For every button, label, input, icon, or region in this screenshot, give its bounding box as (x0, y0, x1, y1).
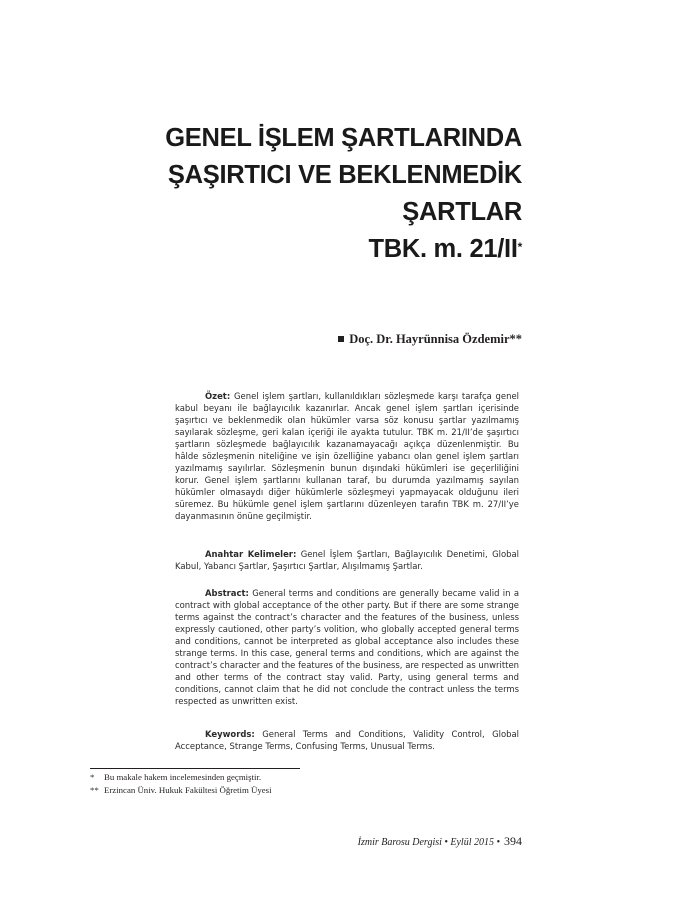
english-keywords (175, 729, 519, 753)
author-footnote-mark: ** (509, 332, 522, 346)
abstract-text: General terms and conditions are generally became valid in a contract with global acceptance of the other party. But if there are some strange terms against the contract’s character and the features of the business, unless expressly cautioned, other party’s volition, who globally accepted general terms and conditions, cannot be interpreted as global acceptance also includes these strange terms. In this case, general terms and conditions, which are against the contract’s character and the features of the business, are respected as unwritten and other terms of the contract stay valid. Party, using general terms and conditions, cannot claim that he did not conclude the contract unless the terms respected as unwritten exist. (175, 588, 519, 706)
keywords-label: Keywords: (205, 729, 255, 739)
title-law-reference: TBK. m. 21/II (368, 235, 518, 263)
footnote-text: Erzincan Üniv. Hukuk Fakültesi Öğretim Üyesi (104, 784, 272, 795)
english-abstract (175, 588, 519, 708)
abstract-label: Abstract: (205, 588, 249, 598)
footnote (90, 771, 272, 784)
page-footer (358, 834, 522, 849)
ozet-label: Özet: (205, 391, 231, 401)
square-bullet-icon (338, 336, 344, 342)
footnotes (90, 771, 272, 796)
title-line-4 (165, 231, 522, 268)
turkish-abstract (175, 391, 519, 522)
ozet-text: Genel işlem şartları, kullanıldıkları sözleşmede karşı tarafça genel kabul beyanı ile bağlayıcılık kazanırlar. Ancak genel işlem şartları içerisinde şaşırtıcı ve beklenmedik olan hükümler varsa söz konusu şartlar yazılmamış sayılarak sözleşme, geri kalan içeriği ile ayakta tutulur. TBK m. 21/II’de şaşırtıcı şartların sözleşmede bağlayıcılık kazanamayacağı açıkça düzenlenmiştir. Bu hâlde sözleşmenin niteliğine ve işin özelliğine yabancı olan genel işlem şartları yazılmamış sayılırlar. Sözleşmenin bunun dışındaki hükümleri ise geçerliliğini korur. Genel işlem şartlarını kullanan taraf, bu durumda yazılmamış sayılan hükümler olmasaydı diğer hükümlerle sözleşmeyi yapmayacak olduğunu ileri süremez. Bu hükümle genel işlem şartlarını düzenleyen tarafın TBK m. 27/II’ye dayanmasının önüne geçilmiştir. (175, 391, 519, 521)
keywords-text: General Terms and Conditions, Validity Control, Global Acceptance, Strange Terms, Confusing Terms, Unusual Terms. (175, 729, 519, 751)
title-footnote-mark: * (517, 240, 522, 254)
turkish-keywords (175, 549, 519, 573)
footnote (90, 784, 272, 797)
author-line (338, 332, 522, 347)
journal-name: İzmir Barosu Dergisi • Eylül 2015 • (357, 837, 500, 848)
footnote-divider (90, 768, 300, 769)
anahtar-label: Anahtar Kelimeler: (205, 549, 297, 559)
footnote-text: Bu makale hakem incelemesinden geçmiştir. (104, 772, 262, 782)
title-line-2: ŞAŞIRTICI VE BEKLENMEDİK (167, 161, 522, 189)
page-number: 394 (504, 834, 522, 848)
article-title (165, 120, 522, 268)
anahtar-text: Genel İşlem Şartları, Bağlayıcılık Denetimi, Global Kabul, Yabancı Şartlar, Şaşırtıcı Şartlar, Alışılmamış Şartlar. (175, 549, 520, 571)
title-line-3: ŞARTLAR (402, 198, 522, 226)
title-line-1: GENEL İŞLEM ŞARTLARINDA (165, 124, 522, 152)
author-name: Doç. Dr. Hayrünnisa Özdemir (349, 332, 510, 346)
footnote-mark: ** (90, 784, 99, 795)
footnote-mark: * (90, 772, 95, 782)
